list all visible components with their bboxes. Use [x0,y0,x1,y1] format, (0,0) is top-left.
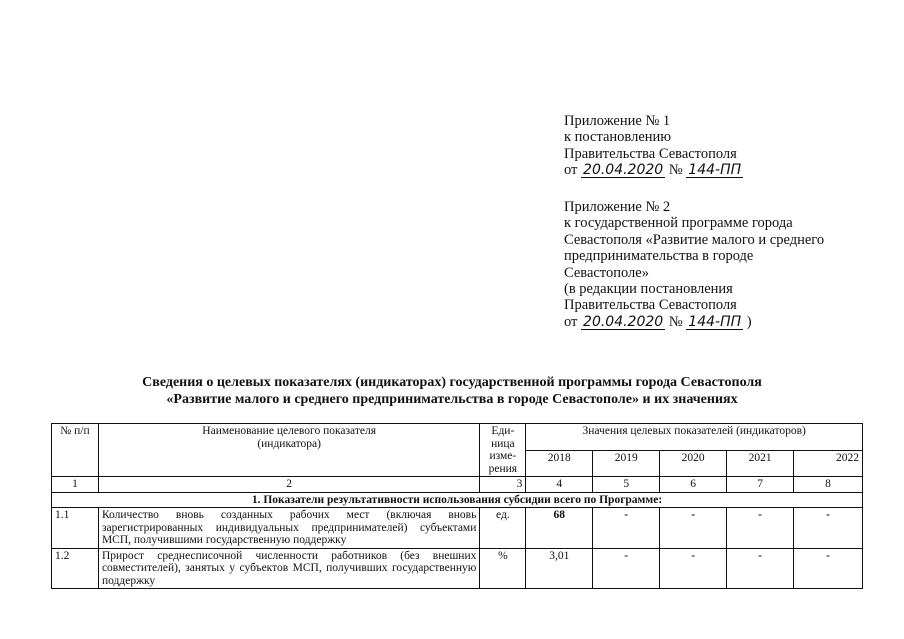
value-2021: - [727,548,794,589]
year-2018: 2018 [526,450,593,477]
appendix-2-line5: Севастополе» [564,264,649,281]
header-unit-l1: Еди- [491,425,515,437]
indicators-table [51,423,863,589]
col-num-5: 5 [593,477,660,493]
col-num-2: 2 [98,477,479,493]
appendix-2-line6: (в редакции постановления [564,281,733,298]
row-name: Количество вновь созданных рабочих мест (включая вновь зарегистрированных индивидуальных предпринимателей) субъектами МСП, получившими государственную поддержку [98,508,479,549]
header-num: № п/п [52,424,99,477]
col-num-4: 4 [526,477,593,493]
document-title-line1: Сведения о целевых показателях (индикаторах) государственной программы города Севастополя [142,375,762,390]
header-name-line1: Наименование целевого показателя [202,425,377,437]
row-unit: % [480,548,526,589]
section-heading: 1. Показатели результативности использования субсидии всего по Программе: [52,492,863,508]
handwritten-number: 144-ПП [688,313,742,330]
value-2020: - [660,548,727,589]
value-2019: - [593,508,660,549]
header-name-line2: (индикатора) [257,437,321,450]
value-2022: - [794,508,863,549]
year-2021: 2021 [727,450,794,477]
header-unit [480,424,526,477]
col-num-1: 1 [52,477,99,493]
appendix-2-block [564,199,824,330]
table-row [52,508,863,549]
appendix-1-line3: Правительства Севастополя [564,145,737,162]
appendix-2-line2: к государственной программе города [564,215,793,232]
year-2022: 2022 [794,450,863,477]
closing-paren: ) [746,313,752,330]
row-unit: ед. [480,508,526,549]
col-num-6: 6 [660,477,727,493]
header-unit-l2: ница [491,437,515,450]
value-2021: - [727,508,794,549]
header-values: Значения целевых показателей (индикаторов) [526,424,863,451]
number-label: № [668,162,683,179]
value-2019: - [593,548,660,589]
table-row [52,548,863,589]
document-title-line2: «Развитие малого и среднего предпринимательства в городе Севастополе» и их значениях [166,392,738,407]
number-label: № [668,313,683,330]
appendix-1-block [564,113,743,179]
header-unit-l4: рения [488,462,518,475]
value-2020: - [660,508,727,549]
col-num-8: 8 [794,477,863,493]
value-2022: - [794,548,863,589]
appendix-2-line1: Приложение № 2 [564,199,671,215]
row-num: 1.1 [52,508,99,549]
year-2020: 2020 [660,450,727,477]
appendix-2-line4: предпринимательства в городе [564,248,754,265]
appendix-1-line1: Приложение № 1 [564,113,671,129]
appendix-2-line7: Правительства Севастополя [564,297,737,314]
appendix-2-date-line [564,314,824,330]
handwritten-number: 144-ПП [688,162,742,179]
col-num-7: 7 [727,477,794,493]
row-name: Прирост среднесписочной численности работников (без внешних совместителей), занятых у субъектов МСП, получивших государственную поддержку [98,548,479,589]
appendix-1-line2: к постановлению [564,129,672,146]
section-row [52,492,863,508]
handwritten-date: 20.04.2020 [583,162,664,179]
column-number-row [52,477,863,493]
row-num: 1.2 [52,548,99,589]
header-unit-l3: изме- [489,450,517,462]
handwritten-date: 20.04.2020 [583,313,664,330]
from-label: от [564,162,578,179]
value-2018: 68 [526,508,593,549]
appendix-1-date-line [564,162,743,178]
col-num-3: 3 [480,477,526,493]
year-2019: 2019 [593,450,660,477]
from-label: от [564,313,578,330]
table-header-row [52,424,863,451]
appendix-2-line3: Севастополя «Развитие малого и среднего [564,231,825,248]
value-2018: 3,01 [526,548,593,589]
header-name [98,424,479,477]
